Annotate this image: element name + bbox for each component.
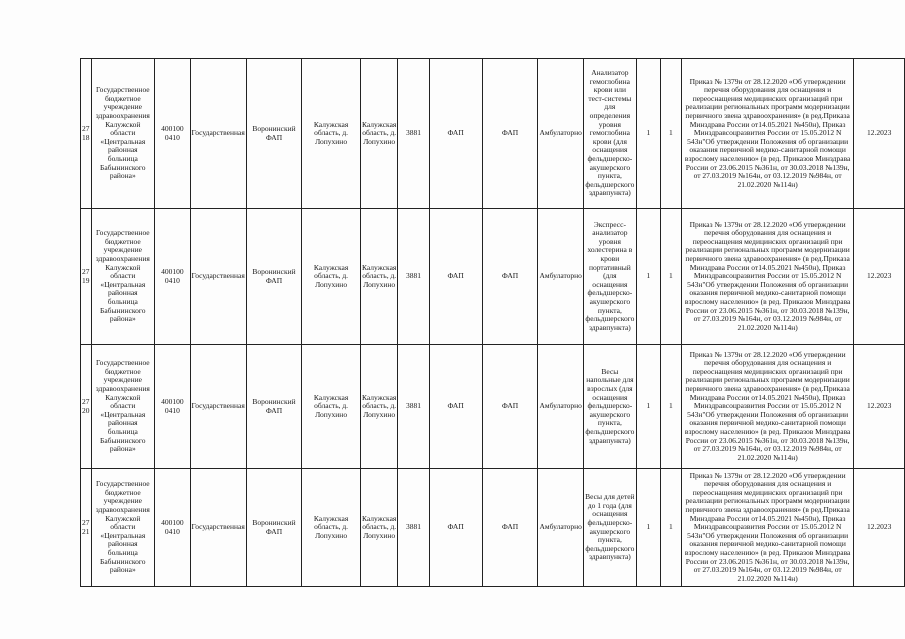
regulation-cell: Приказ № 1379н от 28.12.2020 «Об утверждении перечня оборудования для оснащения и переоснащения медицинских организаций при реализации региональных программ модернизации первичного звена здравоохранения» (в ред.Приказа Минздрава России от14.05.2021 №450н), Приказ Минздравсоцразвития России от 15.05.2012 N 543н"Об утверждении Положения об организации оказания первичной медико-санитарной помощи взрослому населению» (в ред. Приказов Минздрава России от 23.06.2015 №361н, от 30.03.2018 №139н, от 27.03.2019 №164н, от 03.12.2019 №984н, от 21.02.2020 №114н) [681,59,853,209]
quantity-planned-cell: 1 [660,469,681,587]
regulation-cell: Приказ № 1379н от 28.12.2020 «Об утверждении перечня оборудования для оснащения и переоснащения медицинских организаций при реализации региональных программ модернизации первичного звена здравоохранения» (в ред.Приказа Минздрава России от14.05.2021 №450н), Приказ Минздравсоцразвития России от 15.05.2012 N 543н"Об утверждении Положения об организации оказания первичной медико-санитарной помощи взрослому населению» (в ред. Приказов Минздрава России от 23.06.2015 №361н, от 30.03.2018 №139н, от 27.03.2019 №164н, от 03.12.2019 №984н, от 21.02.2020 №114н) [681,209,853,345]
number-code-cell: 3881 [398,469,429,587]
region-cell: Калужская область, д. Лопухино [360,469,397,587]
ownership-cell: Государственная [190,345,246,469]
address-cell: Калужская область, д. Лопухино [302,469,361,587]
quantity-planned-cell: 1 [660,209,681,345]
equipment-cell: Экспресс-анализатор уровня холестерина в крови портативный (для оснащения фельдшерско-акушерского пункта, фельдшерского здравпункта) [583,209,636,345]
facility-type-cell: ФАП [429,345,482,469]
quantity-cell: 1 [636,469,660,587]
ownership-cell: Государственная [190,209,246,345]
number-code-cell: 3881 [398,209,429,345]
care-form-cell: Амбулаторно [538,469,583,587]
facility-type-cell: ФАП [429,469,482,587]
ownership-cell: Государственная [190,469,246,587]
code-cell: 400100 0410 [155,59,190,209]
number-code-cell: 3881 [398,59,429,209]
organization-cell: Государственное бюджетное учреждение здравоохранения Калужской области «Центральная районная больница Бабынинского района» [91,345,155,469]
quantity-cell: 1 [636,59,660,209]
date-cell: 12.2023 [854,345,905,469]
address-cell: Калужская область, д. Лопухино [302,345,361,469]
quantity-planned-cell: 1 [660,59,681,209]
quantity-planned-cell: 1 [660,345,681,469]
facility-type-cell: ФАП [429,59,482,209]
equipment-table [80,58,905,587]
care-form-cell: Амбулаторно [538,59,583,209]
address-cell: Калужская область, д. Лопухино [302,59,361,209]
date-cell: 12.2023 [854,59,905,209]
organization-cell: Государственное бюджетное учреждение здравоохранения Калужской области «Центральная районная больница Бабынинского района» [91,209,155,345]
quantity-cell: 1 [636,345,660,469]
quantity-cell: 1 [636,209,660,345]
row-number-cell: 27 21 [81,469,92,587]
row-number-cell: 27 20 [81,345,92,469]
table-row [81,345,905,469]
facility-cell: Воронинский ФАП [246,59,301,209]
region-cell: Калужская область, д. Лопухино [360,209,397,345]
subdivision-type-cell: ФАП [482,345,538,469]
facility-type-cell: ФАП [429,209,482,345]
equipment-cell: Весы напольные для взрослых (для оснащения фельдшерско-акушерского пункта, фельдшерского здравпункта) [583,345,636,469]
care-form-cell: Амбулаторно [538,345,583,469]
subdivision-type-cell: ФАП [482,469,538,587]
equipment-cell: Анализатор гемоглобина крови или тест-системы для определения уровня гемоглобина крови (для оснащения фельдшерско-акушерского пункта, фельдшерского здравпункта) [583,59,636,209]
organization-cell: Государственное бюджетное учреждение здравоохранения Калужской области «Центральная районная больница Бабынинского района» [91,469,155,587]
regulation-cell: Приказ № 1379н от 28.12.2020 «Об утверждении перечня оборудования для оснащения и переоснащения медицинских организаций при реализации региональных программ модернизации первичного звена здравоохранения» (в ред.Приказа Минздрава России от14.05.2021 №450н), Приказ Минздравсоцразвития России от 15.05.2012 N 543н"Об утверждении Положения об организации оказания первичной медико-санитарной помощи взрослому населению» (в ред. Приказов Минздрава России от 23.06.2015 №361н, от 30.03.2018 №139н, от 27.03.2019 №164н, от 03.12.2019 №984н, от 21.02.2020 №114н) [681,345,853,469]
table-body [81,59,905,587]
facility-cell: Воронинский ФАП [246,469,301,587]
address-cell: Калужская область, д. Лопухино [302,209,361,345]
subdivision-type-cell: ФАП [482,59,538,209]
region-cell: Калужская область, д. Лопухино [360,345,397,469]
row-number-cell: 27 18 [81,59,92,209]
date-cell: 12.2023 [854,209,905,345]
code-cell: 400100 0410 [155,469,190,587]
region-cell: Калужская область, д. Лопухино [360,59,397,209]
table-row [81,209,905,345]
regulation-cell: Приказ № 1379н от 28.12.2020 «Об утверждении перечня оборудования для оснащения и переоснащения медицинских организаций при реализации региональных программ модернизации первичного звена здравоохранения» (в ред.Приказа Минздрава России от14.05.2021 №450н), Приказ Минздравсоцразвития России от 15.05.2012 N 543н"Об утверждении Положения об организации оказания первичной медико-санитарной помощи взрослому населению» (в ред. Приказов Минздрава России от 23.06.2015 №361н, от 30.03.2018 №139н, от 27.03.2019 №164н, от 03.12.2019 №984н, от 21.02.2020 №114н) [681,469,853,587]
code-cell: 400100 0410 [155,209,190,345]
care-form-cell: Амбулаторно [538,209,583,345]
ownership-cell: Государственная [190,59,246,209]
equipment-cell: Весы для детей до 1 года (для оснащения фельдшерско-акушерского пункта, фельдшерского здравпункта) [583,469,636,587]
row-number-cell: 27 19 [81,209,92,345]
number-code-cell: 3881 [398,345,429,469]
table-row [81,59,905,209]
table-row [81,469,905,587]
organization-cell: Государственное бюджетное учреждение здравоохранения Калужской области «Центральная районная больница Бабынинского района» [91,59,155,209]
date-cell: 12.2023 [854,469,905,587]
code-cell: 400100 0410 [155,345,190,469]
facility-cell: Воронинский ФАП [246,209,301,345]
facility-cell: Воронинский ФАП [246,345,301,469]
subdivision-type-cell: ФАП [482,209,538,345]
